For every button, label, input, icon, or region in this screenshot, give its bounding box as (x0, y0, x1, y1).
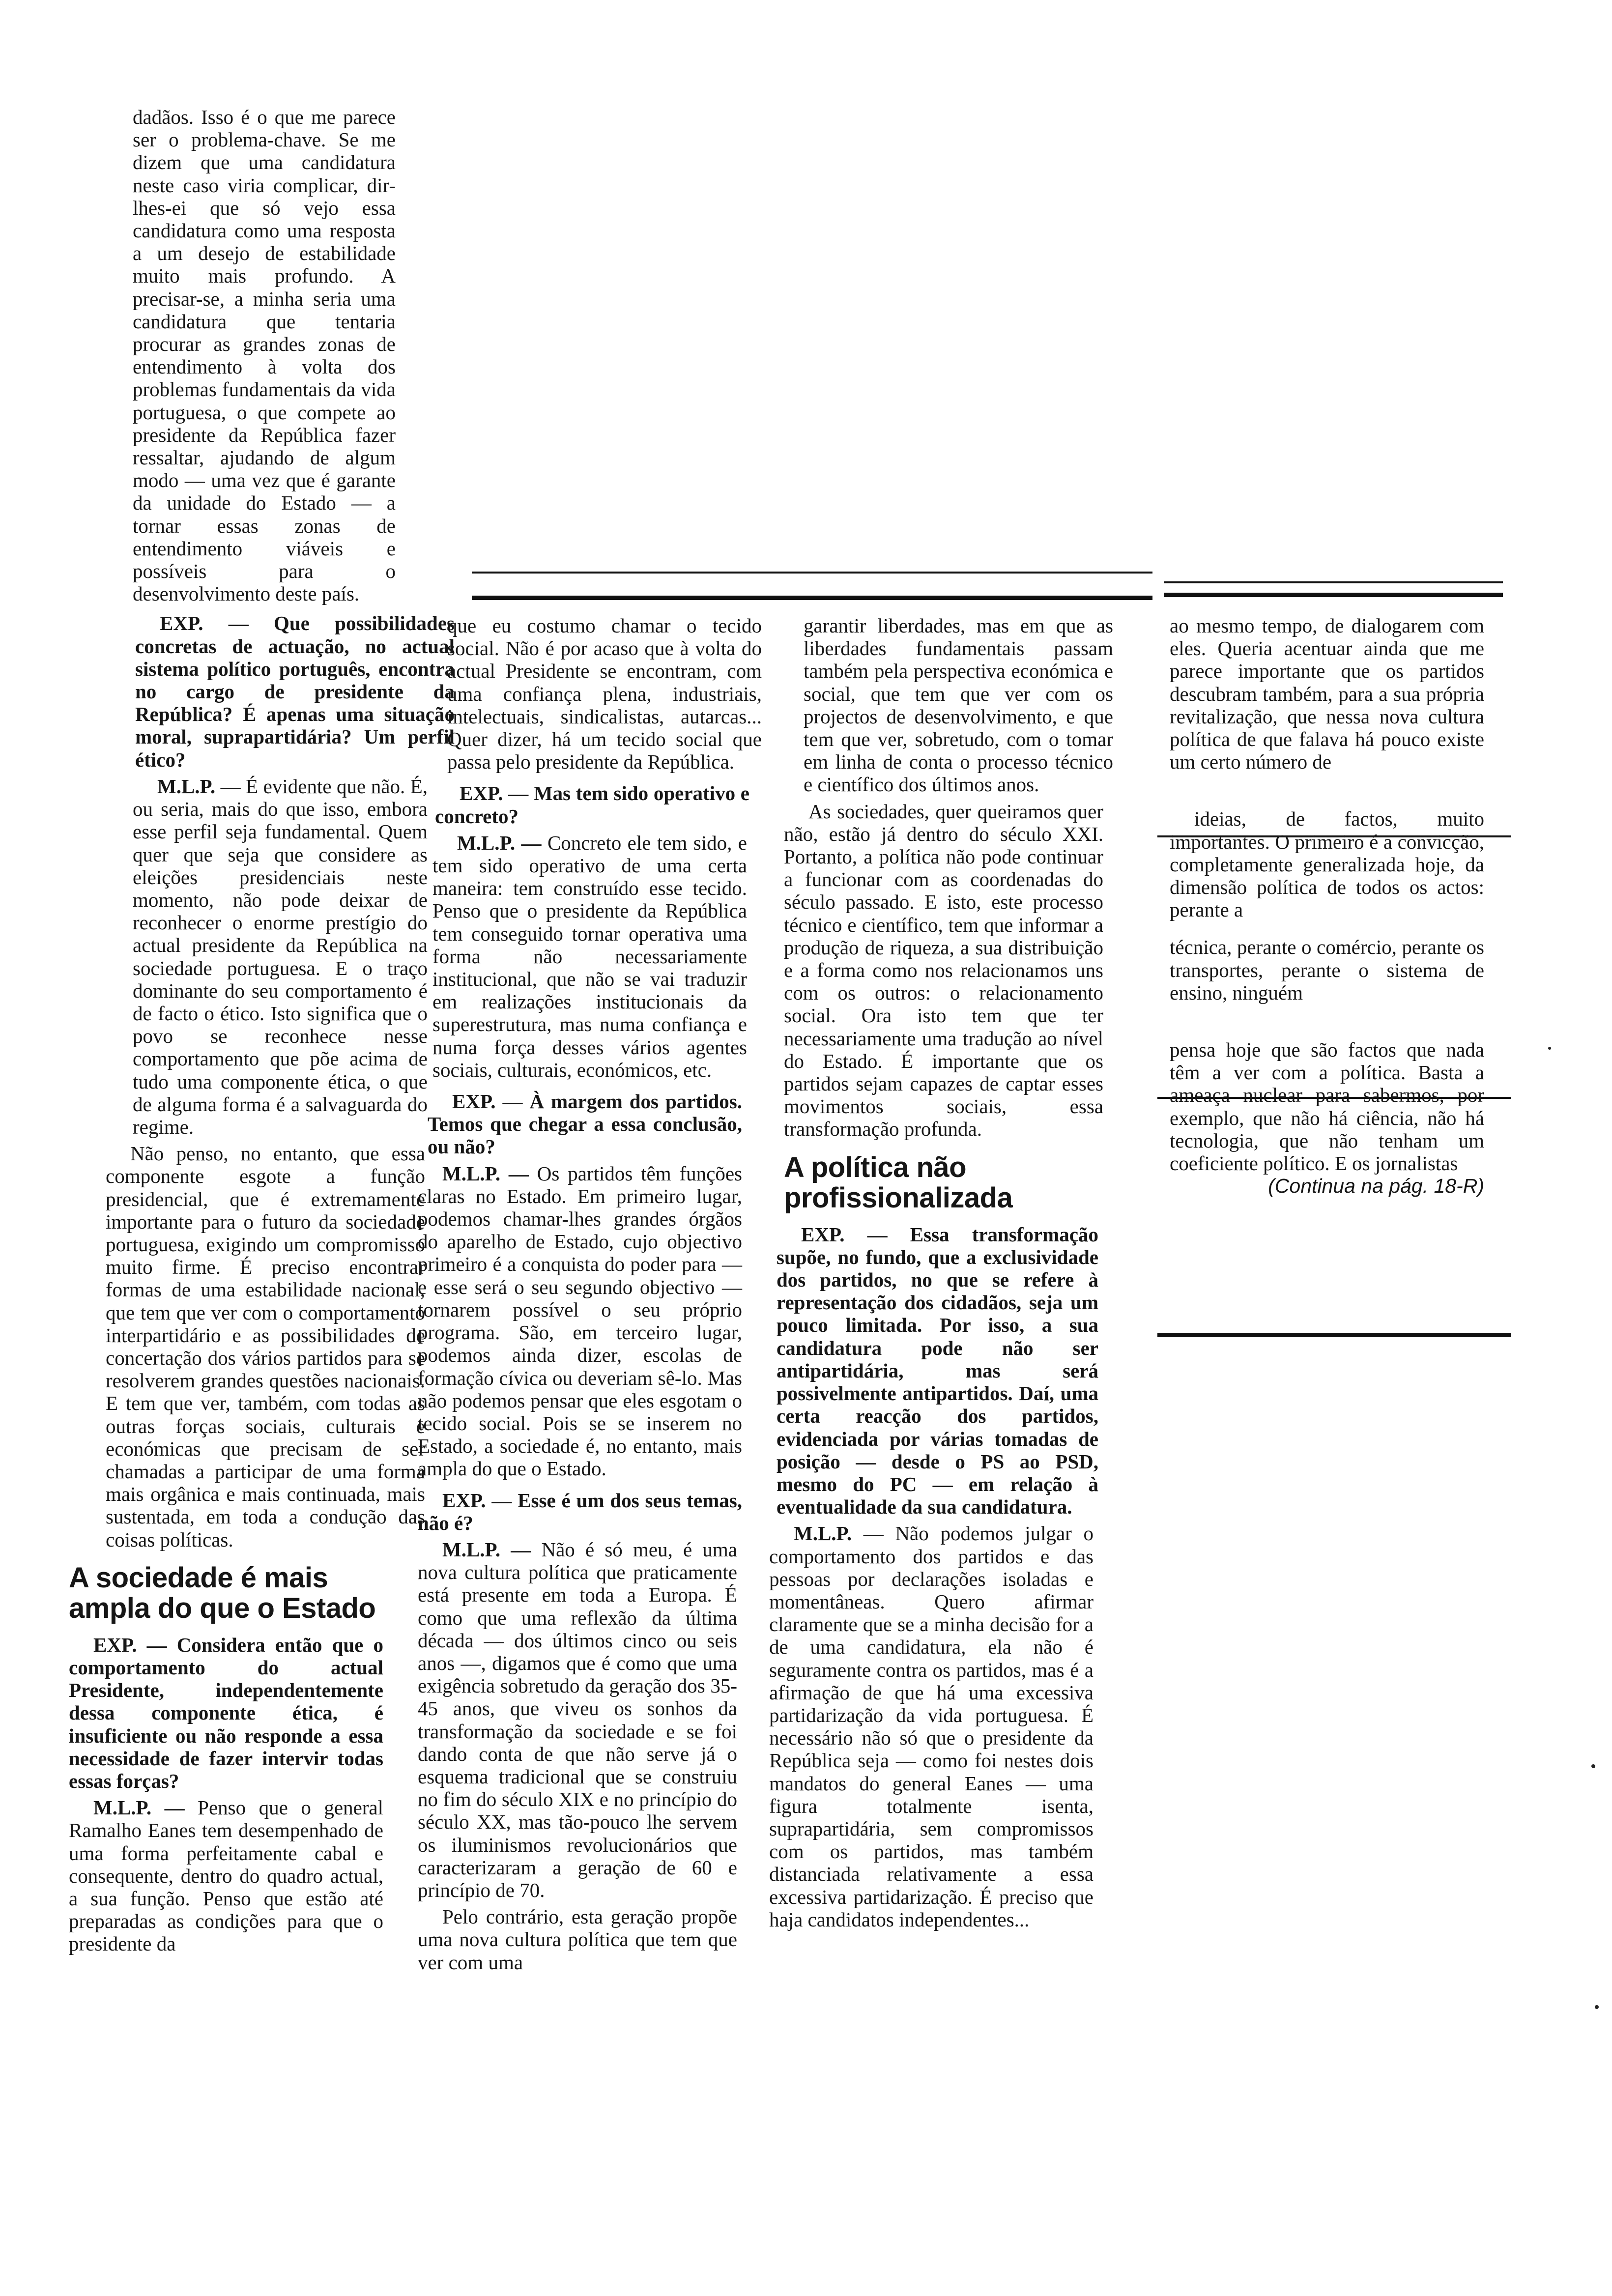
col1-answer-2 (69, 1796, 383, 1955)
speaker-label: M.L.P. — (794, 1522, 884, 1545)
col2-question-1: EXP. — Mas tem sido operativo e concreto? (435, 782, 749, 828)
scan-speck (1591, 1764, 1595, 1768)
col1-question: EXP. — Que possibilidades concretas de actuação, no actual sistema político português, encontra no cargo de presidente da República? É apenas uma situação moral, suprapartidária? Um perfil ético? (135, 612, 455, 771)
article-column-2 (418, 614, 762, 1974)
article-column-4 (1170, 614, 1494, 1197)
scan-speck (1548, 1047, 1551, 1050)
answer-text: Os partidos têm funções claras no Estado. Em primeiro lugar, podemos chamar-lhes grandes órgãos do aparelho de Estado, cujo objectivo primeiro é a conquista do poder para — e esse será o seu segundo objectivo — tornarem possível o seu próprio programa. São, em terceiro lugar, podemos ainda dizer, escolas de formação cívica ou deveriam sê-lo. Mas não podemos pensar que eles esgotam o tecido social. Pois se se inserem no Estado, a sociedade é, no entanto, mais ampla do que o Estado. (418, 1162, 743, 1480)
col4-bottom-rule (1157, 1333, 1511, 1337)
answer-text: Concreto ele tem sido, e tem sido operativo de uma certa maneira: tem construído esse tecido. Penso que o presidente da República tem conseguido tornar operativa uma forma não necessariamente institucional, que não se vai traduzir em realizações institucionais da superestrutura, mas numa confiança e numa força desses vários agentes sociais, culturais, económicos, etc. (432, 831, 748, 1081)
speaker-label: M.L.P. — (157, 775, 241, 798)
col2-question-2: EXP. — À margem dos partidos. Temos que chegar a essa conclusão, ou não? (428, 1090, 742, 1158)
col4-paragraph-2: ideias, de factos, muito importantes. O primeiro é a convicção, completamente generalizada hoje, da dimensão política de todos os actos: perante a (1170, 807, 1484, 921)
speaker-label: M.L.P. — (442, 1538, 531, 1561)
col2-answer-2 (418, 1162, 742, 1480)
column-top-rule-bold (472, 596, 1152, 600)
col2-question-3: EXP. — Esse é um dos seus temas, não é? (418, 1489, 742, 1534)
continued-on-page-note: (Continua na pág. 18-R) (1268, 1175, 1484, 1198)
answer-text: Não podemos julgar o comportamento dos partidos e das pessoas por declarações isoladas e momentâneas. Quero afirmar claramente que se a minha decisão for a de uma candidatura, ela não é seguramente contra os partidos, mas é a afirmação de que há uma excessiva partidarização da vida portuguesa. É necessário não só que o presidente da República seja — como foi nestes dois mandatos do general Eanes — uma figura totalmente isenta, suprapartidária, sem compromissos com os partidos, mas também distanciada relativamente a essa excessiva partidarização. É preciso que haja candidatos independentes... (769, 1522, 1094, 1931)
col4-paragraph-1: ao mesmo tempo, de dialogarem com eles. Queria acentuar ainda que me parece importante que os partidos descubram também, para a sua própria revitalização, que nessa nova cultura política de que falava há pouco existe um certo número de (1170, 614, 1484, 774)
col3-question-1: EXP. — Essa transformação supõe, no fundo, que a exclusividade dos partidos, no que se refere à representação dos cidadãos, seja um pouco limitada. Por isso, a sua candidatura pode não ser antipartidária, mas será possivelmente antipartidos. Daí, uma certa reacção dos partidos, evidenciada por várias tomadas de posição — desde o PS ao PSD, mesmo do PC — em relação à eventualidade da sua candidatura. (777, 1223, 1098, 1519)
col4-paragraph-4: pensa hoje que são factos que nada têm a ver com a política. Basta a ameaça nuclear para sabermos, por exemplo, que não há ciência, não há tecnologia, que não tenham um coeficiente político. E os jornalistas (1170, 1038, 1484, 1175)
col1-subheading: A sociedade é mais ampla do que o Estado (69, 1561, 376, 1624)
col3-paragraph-2: As sociedades, quer queiramos quer não, estão já dentro do século XXI. Portanto, a política não pode continuar a funcionar com as coordenadas do século passado. E isto, este processo técnico e científico, tem que informar a produção de riqueza, a sua distribuição e a forma como nos relacionamos uns com os outros: o relacionamento social. Ora isto tem que ter necessariamente uma tradução ao nível do Estado. É importante que os partidos sejam capazes de captar esses movimentos sociais, essa transformação profunda. (784, 800, 1103, 1141)
col2-answer-3 (418, 1538, 737, 1901)
col4-paragraph-3: técnica, perante o comércio, perante os transportes, perante o sistema de ensino, ninguém (1170, 936, 1484, 1004)
col1-question-2: EXP. — Considera então que o comportamento do actual Presidente, independentemente dessa componente ética, é insuficiente ou não responde a essa necessidade de fazer intervir todas essas forças? (69, 1633, 383, 1793)
col2-paragraph: que eu costumo chamar o tecido social. Não é por acaso que à volta do actual Presidente se encontram, com uma confiança plena, industriais, intelectuais, sindicalistas, autarcas... Quer dizer, há um tecido social que passa pelo presidente da República. (447, 614, 762, 774)
answer-text: Penso que o general Ramalho Eanes tem desempenhado de uma forma perfeitamente cabal e consequente, dentro do quadro actual, a sua função. Penso que estão até preparadas as condições para que o presidente da (69, 1796, 384, 1955)
col4-rule-top (1164, 581, 1503, 583)
col1-paragraph: dadãos. Isso é o que me parece ser o problema-chave. Se me dizem que uma candidatura neste caso viria complicar, dir-lhes-ei que só vejo essa candidatura como uma resposta a um desejo de estabilidade muito mais profundo. A precisar-se, a minha seria uma candidatura que tentaria procurar as grandes zonas de entendimento à volta dos problemas fundamentais da vida portuguesa, o que compete ao presidente da República fazer ressaltar, ajudando de algum modo — uma vez que é garante da unidade do Estado — a tornar essas zonas de entendimento viáveis e possíveis para o desenvolvimento deste país. (133, 106, 396, 605)
col1-answer (133, 775, 428, 1138)
speaker-label: M.L.P. — (93, 1796, 185, 1819)
answer-text: É evidente que não. É, ou seria, mais do que isso, embora esse perfil seja fundamental. Quem quer que seja que considere as eleições presidenciais neste momento, não pode deixar de reconhecer o enorme prestígio do actual presidente da República na sociedade portuguesa. E o traço dominante do seu comportamento é de facto o ético. Isto significa que o povo se reconhece nesse comportamento que põe acima de tudo uma componente ética, o que de alguma forma é a salvaguarda do regime. (133, 775, 428, 1138)
col1-answer-continued: Não penso, no entanto, que essa componente esgote a função presidencial, que é extremamente importante para o futuro da sociedade portuguesa, exigindo um compromisso muito firme. É preciso encontrar formas de uma estabilidade nacional, que tem que ver com o comportamento interpartidário e as possibilidades de concertação dos vários partidos para se resolverem grandes questões nacionais. E tem que ver, também, com todas as outras forças sociais, culturais e económicas que precisam de ser chamadas a participar de uma forma mais orgânica e mais continuada, mais sustentada, em toda a condução das coisas políticas. (106, 1142, 425, 1551)
speaker-label: M.L.P. — (442, 1162, 529, 1185)
col3-subheading: A política não profissionalizada (784, 1151, 1013, 1214)
speaker-label: M.L.P. — (457, 831, 542, 854)
scan-speck (1595, 2005, 1599, 2009)
col4-rule-bold (1164, 593, 1503, 597)
col2-answer-1 (432, 832, 747, 1081)
article-column-3 (769, 614, 1113, 1931)
col3-paragraph-1: garantir liberdades, mas em que as liberdades fundamentais passam também pela perspectiva económica e social, que tem que ver com os projectos de desenvolvimento, e que tem que ver, sobretudo, com o tomar em linha de conta o processo técnico e científico dos últimos anos. (804, 614, 1113, 796)
column-top-rule (472, 572, 1152, 574)
answer-text: Não é só meu, é uma nova cultura política que praticamente está presente em toda a Europa. É como que uma reflexão da última década — dos últimos cinco ou seis anos —, digamos que é como que uma exigência sobretudo da geração dos 35-45 anos, que viveu os sonhos da transformação da sociedade e se foi dando conta de que não serve já o esquema tradicional que se construiu no fim do século XIX e no princípio do século XX, mas tão-pouco lhe servem os iluminismos revolucionários que caracterizaram a geração de 60 e princípio de 70. (418, 1538, 738, 1901)
article-column-1 (69, 106, 455, 1955)
col3-answer-1 (769, 1522, 1094, 1931)
col2-answer-3-continued: Pelo contrário, esta geração propõe uma nova cultura política que tem que ver com uma (418, 1905, 737, 1974)
